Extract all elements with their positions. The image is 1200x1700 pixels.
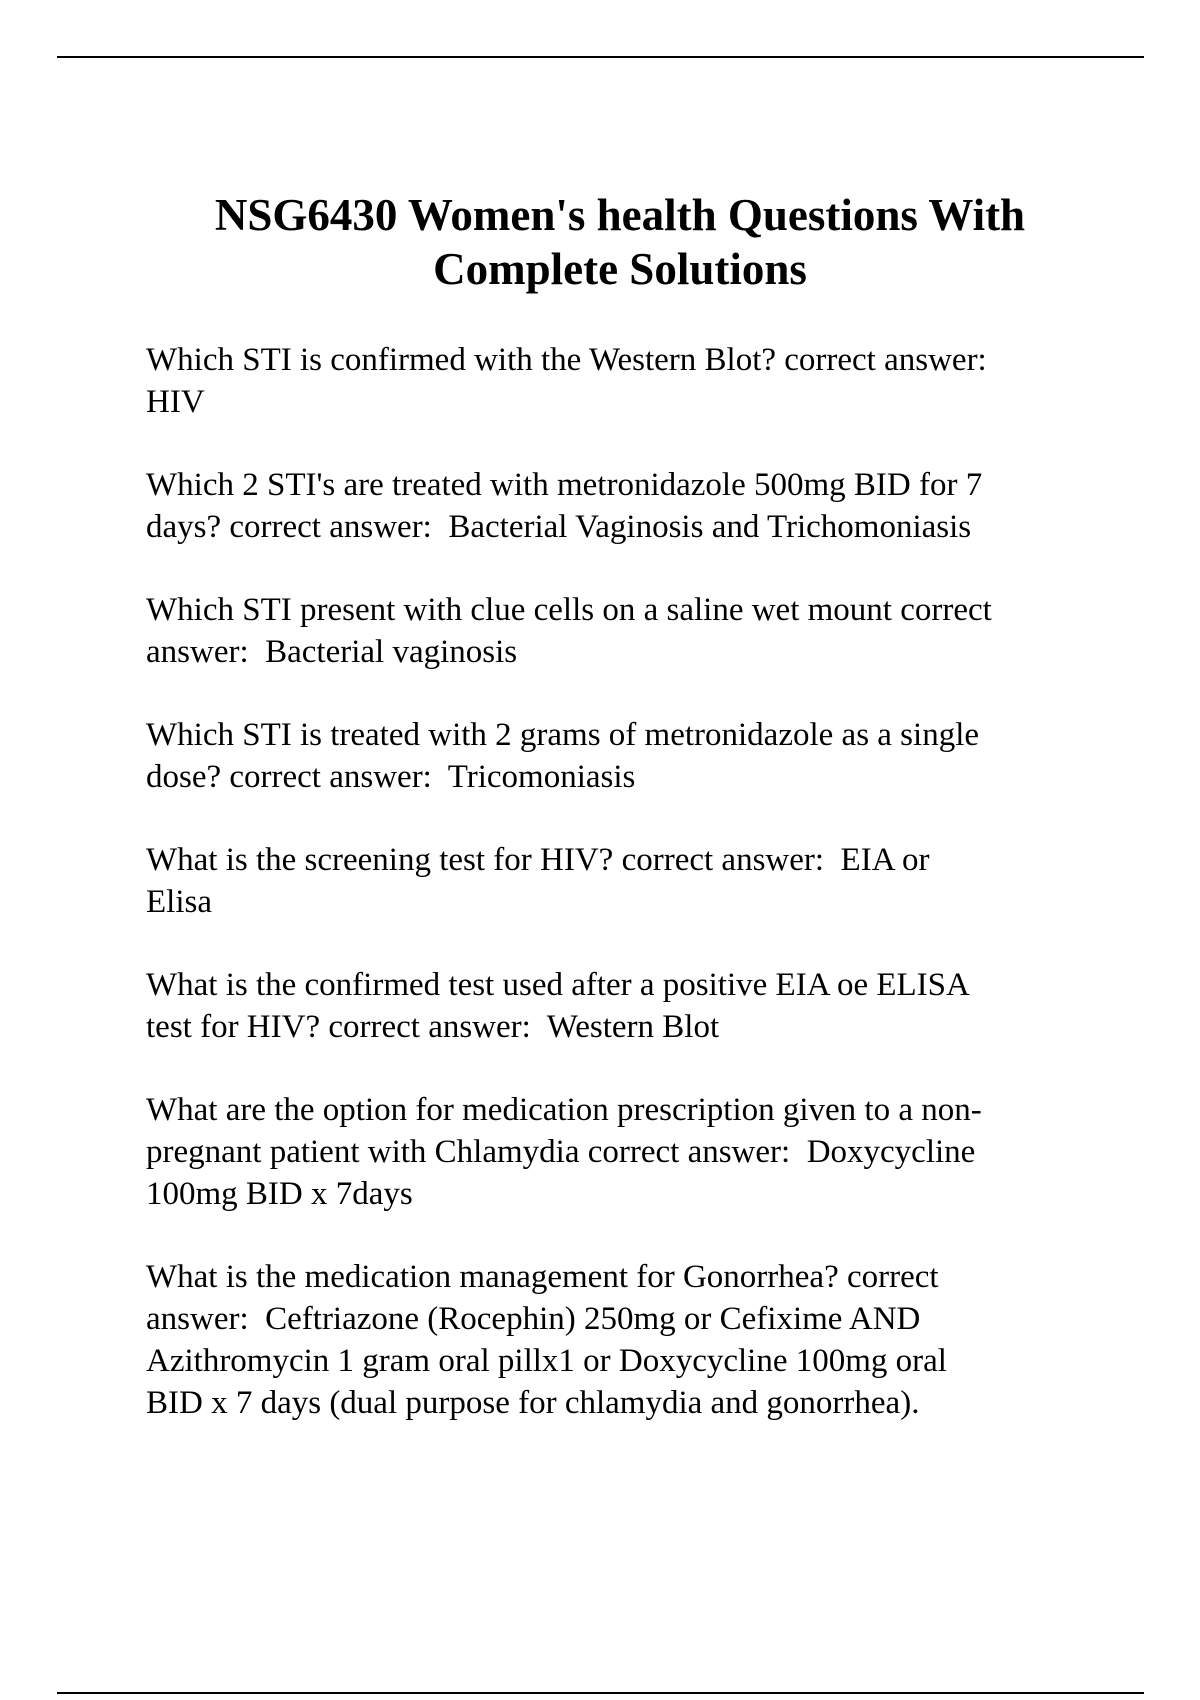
qa-item xyxy=(146,964,1086,1048)
qa-line: What are the option for medication prescription given to a non- xyxy=(146,1092,982,1128)
qa-line: answer: Ceftriazone (Rocephin) 250mg or Cefixime AND xyxy=(146,1301,921,1337)
title-line: NSG6430 Women's health Questions With xyxy=(214,190,1026,240)
qa-line: Which STI is confirmed with the Western Blot? correct answer: xyxy=(146,342,987,378)
qa-line: HIV xyxy=(146,384,205,420)
qa-item xyxy=(146,589,1086,673)
qa-item xyxy=(146,714,1086,798)
bottom-rule xyxy=(57,1692,1144,1694)
qa-line: pregnant patient with Chlamydia correct answer: Doxycycline xyxy=(146,1134,976,1170)
qa-list xyxy=(146,339,1086,1465)
document-title xyxy=(100,188,1140,296)
qa-line: BID x 7 days (dual purpose for chlamydia and gonorrhea). xyxy=(146,1385,920,1421)
qa-item xyxy=(146,339,1086,423)
qa-line: dose? correct answer: Tricomoniasis xyxy=(146,759,636,795)
qa-item xyxy=(146,1256,1086,1424)
title-line: Complete Solutions xyxy=(433,244,807,294)
qa-line: What is the medication management for Gonorrhea? correct xyxy=(146,1259,939,1295)
qa-item xyxy=(146,464,1086,548)
qa-line: Which 2 STI's are treated with metronidazole 500mg BID for 7 xyxy=(146,467,983,503)
qa-line: test for HIV? correct answer: Western Blot xyxy=(146,1009,720,1045)
qa-line: Which STI is treated with 2 grams of metronidazole as a single xyxy=(146,717,980,753)
qa-line: Azithromycin 1 gram oral pillx1 or Doxycycline 100mg oral xyxy=(146,1343,947,1379)
qa-line: 100mg BID x 7days xyxy=(146,1176,413,1212)
qa-line: Which STI present with clue cells on a saline wet mount correct xyxy=(146,592,992,628)
top-rule xyxy=(57,56,1144,58)
qa-item xyxy=(146,839,1086,923)
qa-line: answer: Bacterial vaginosis xyxy=(146,634,518,670)
qa-line: days? correct answer: Bacterial Vaginosis and Trichomoniasis xyxy=(146,509,972,545)
qa-line: Elisa xyxy=(146,884,212,920)
qa-line: What is the screening test for HIV? correct answer: EIA or xyxy=(146,842,930,878)
qa-item xyxy=(146,1089,1086,1215)
qa-line: What is the confirmed test used after a positive EIA oe ELISA xyxy=(146,967,970,1003)
